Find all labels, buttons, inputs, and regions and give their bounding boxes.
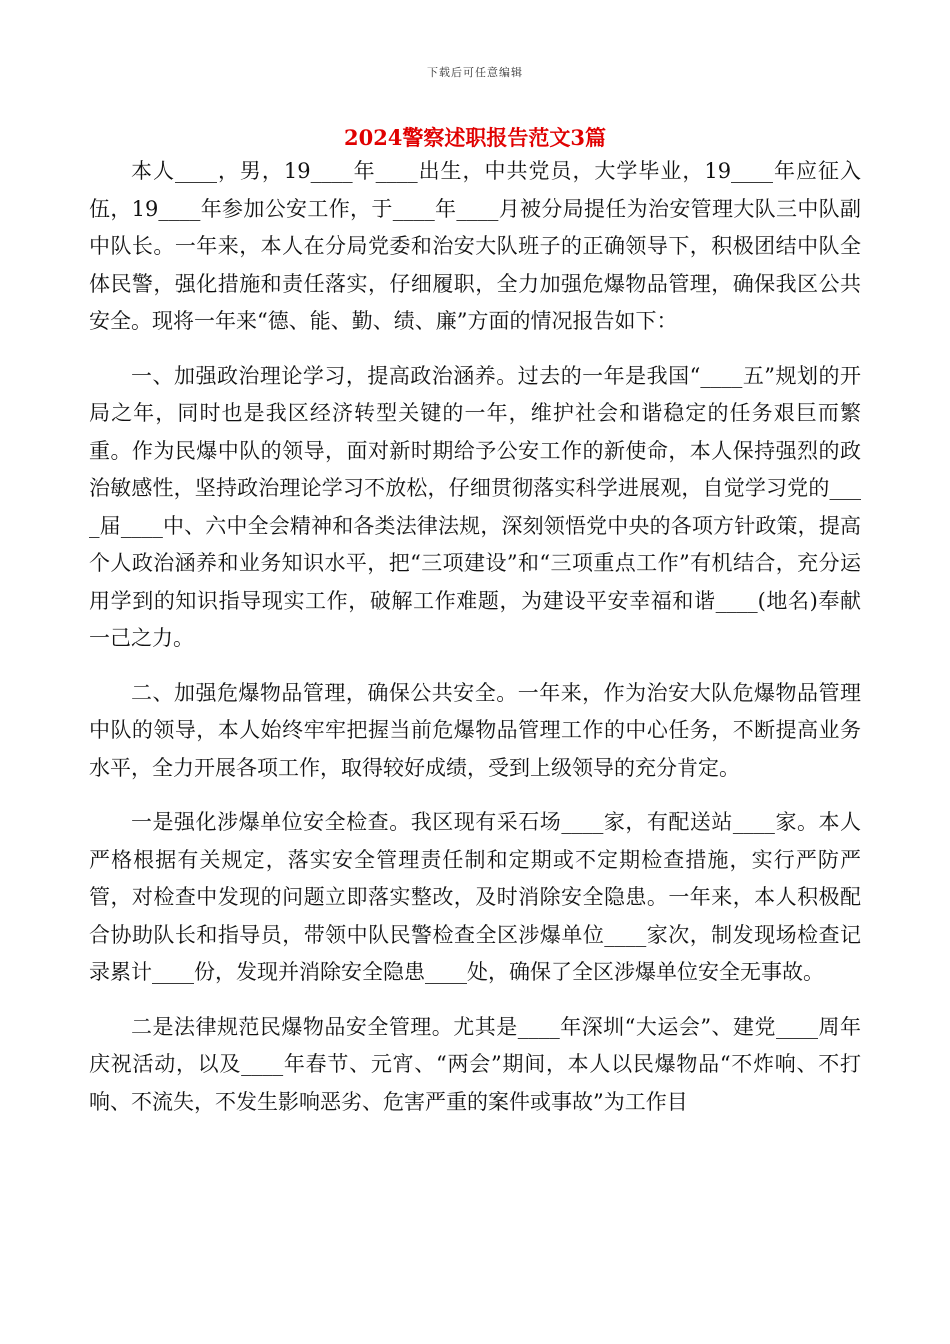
document-title: 2024警察述职报告范文3篇 (343, 125, 607, 150)
paragraph-section-2: 二、加强危爆物品管理，确保公共安全。一年来，作为治安大队危爆物品管理中队的领导，本人始终牢牢把握当前危爆物品管理工作的中心任务，不断提高业务水平，全力开展各项工作，取得较好成绩，受到上级领导的充分肯定。 (89, 680, 861, 780)
paragraph-intro: 本人____，男，19____年____出生，中共党员，大学毕业，19____年应征入伍，19____年参加公安工作，于____年____月被分局提任为治安管理大队三中队副中队长。一年来，本人在分局党委和治安大队班子的正确领导下，积极团结中队全体民警，强化措施和责任落实，仔细履职，全力加强危爆物品管理，确保我区公共安全。现将一年来“德、能、勤、绩、廉”方面的情况报告如下： (89, 159, 861, 333)
header-note: 下载后可任意编辑 (427, 66, 523, 79)
paragraph-section-1: 一、加强政治理论学习，提高政治涵养。过去的一年是我国“____五”规划的开局之年，同时也是我区经济转型关键的一年，维护社会和谐稳定的任务艰巨而繁重。作为民爆中队的领导，面对新时期给予公安工作的新使命，本人保持强烈的政治敏感性，坚持政治理论学习不放松，仔细贯彻落实科学进展观，自觉学习党的____届____中、六中全会精神和各类法律法规，深刻领悟党中央的各项方针政策，提高个人政治涵养和业务知识水平，把“三项建设”和“三项重点工作”有机结合，充分运用学到的知识指导现实工作，破解工作难题，为建设平安幸福和谐____(地名)奉献一己之力。 (89, 363, 861, 650)
document-body (89, 153, 861, 1138)
paragraph-item-2: 二是法律规范民爆物品安全管理。尤其是____年深圳“大运会”、建党____周年庆祝活动，以及____年春节、元宵、“两会”期间，本人以民爆物品“不炸响、不打响、不流失，不发生影响恶劣、危害严重的案件或事故”为工作目 (89, 1014, 861, 1114)
paragraph-item-1: 一是强化涉爆单位安全检查。我区现有采石场____家，有配送站____家。本人严格根据有关规定，落实安全管理责任制和定期或不定期检查措施，实行严防严管，对检查中发现的问题立即落实整改，及时消除安全隐患。一年来，本人积极配合协助队长和指导员，带领中队民警检查全区涉爆单位____家次，制发现场检查记录累计____份，发现并消除安全隐患____处，确保了全区涉爆单位安全无事故。 (89, 810, 861, 984)
